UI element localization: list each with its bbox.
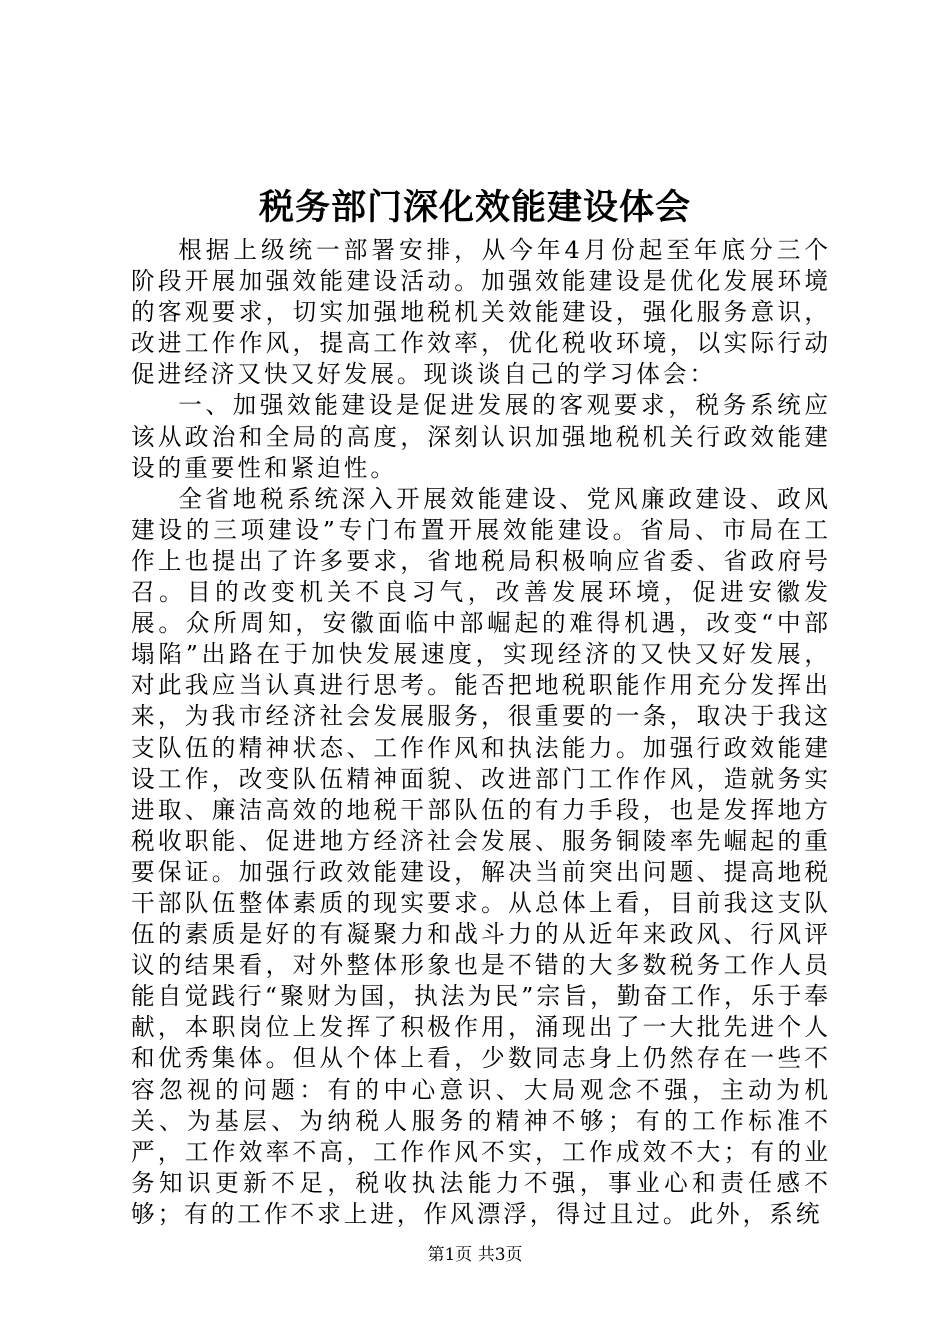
- paragraph-province-efficiency: 全省地税系统深入开展效能建设、党风廉政建设、政风建设的三项建设”专门布置开展效能建设。省局、市局在工作上也提出了许多要求，省地税局积极响应省委、省政府号召。目的改变机关不良习气，改善发展环境，促进安徽发展。众所周知，安徽面临中部崛起的难得机遇，改变“中部塌陷”出路在于加快发展速度，实现经济的又快又好发展，对此我应当认真进行思考。能否把地税职能作用充分发挥出来，为我市经济社会发展服务，很重要的一条，取决于我这支队伍的精神状态、工作作风和执法能力。加强行政效能建设工作，改变队伍精神面貌、改进部门工作作风，造就务实进取、廉洁高效的地税干部队伍的有力手段，也是发挥地方税收职能、促进地方经济社会发展、服务铜陵率先崛起的重要保证。加强行政效能建设，解决当前突出问题、提高地税干部队伍整体素质的现实要求。从总体上看，目前我这支队伍的素质是好的有凝聚力和战斗力的从近年来政风、行风评议的结果看，对外整体形象也是不错的大多数税务工作人员能自觉践行“聚财为国，执法为民”宗旨，勤奋工作，乐于奉献，本职岗位上发挥了积极作用，涌现出了一大批先进个人和优秀集体。但从个体上看，少数同志身上仍然存在一些不容忽视的问题：有的中心意识、大局观念不强，主动为机关、为基层、为纳税人服务的精神不够；有的工作标准不严，工作效率不高，工作作风不实，工作成效不大；有的业务知识更新不足，税收执法能力不强，事业心和责任感不够；有的工作不求上进，作风漂浮，得过且过。此外，系统: [131, 484, 831, 1228]
- paragraph-section-one: 一、加强效能建设是促进发展的客观要求，税务系统应该从政治和全局的高度，深刻认识加强地税机关行政效能建设的重要性和紧迫性。: [131, 391, 831, 482]
- page-number-footer: 第1页 共3页: [427, 1245, 523, 1265]
- paragraph-intro: 根据上级统一部署安排，从今年4月份起至年底分三个阶段开展加强效能建设活动。加强效能建设是优化发展环境的客观要求，切实加强地税机关效能建设，强化服务意识，改进工作作风，提高工作效率，优化税收环境，以实际行动促进经济又快又好发展。现谈谈自己的学习体会：: [131, 236, 831, 389]
- document-body: [131, 235, 831, 1230]
- document-title: 税务部门深化效能建设体会: [258, 187, 691, 228]
